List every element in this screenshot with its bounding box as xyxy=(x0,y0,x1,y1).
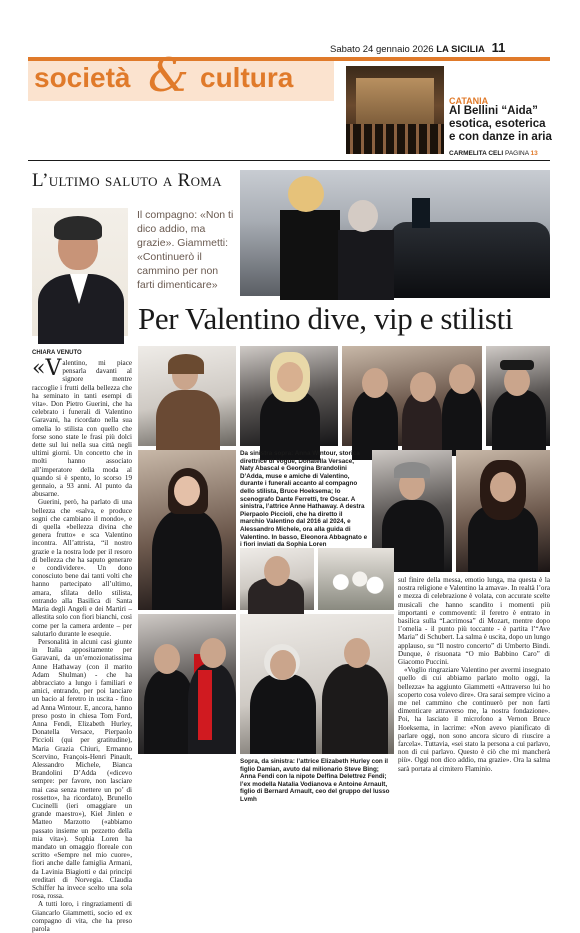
photo-caption-bottom xyxy=(240,758,396,810)
body-paragraph: Personalità in alcuni casi giunte in Italia appositamente per Garavani, da un’emozionatissima Anne Hathaway (con il marito Adam Shulman) - che ha abbracciato a lungo i familiari e amici, entrando, per poi lanciare un bacio al feretro in uscita - fino ad Anna Wintour. E, ancora, hanno preso posto in chiesa Tom Ford, Anna Fendi, Elizabeth Hurley, Donatella Versace, Pierpaolo Piccioli (qui per gratitudine), Maria Grazia Chiuri, Ermanno Scervino, François-Henri Pinault, Alessandro Michele, Bianca Brandolini D’Adda («dicevo sempre: per favore, non lasciare mai casa senza mettere un po’ di rossetto», ha ricordato), Brunello Cucinelli (ieri omaggiare un grande maestro»), Kiel Jinlen e Matteo Marzotto («abbiamo passato insieme un pezzetto della mia vita»). Sophia Loren ha mandato un omaggio floreale con scritto «Sempre nel mio cuore», fiori anche dalle famiglia Armani, da Lavinia Biagiotti e dai principi ereditari di Norvegia. Claudia Schiffer ha invece scelto una sola rosa, rossa. xyxy=(32,637,132,901)
caption-text: Da sinistra sopra: Anna Wintour, storica direttrice di Vogue, Donatella Versace, Naty Abascal e Georgina Brandolini D’Adda, muse e amiche di Valentino, durante i funerali accanto al compagno dello stilista, Bruce Hoeksema; lo scenografo Dante Ferretti, tre Oscar. A sinistra, l’attrice Anne Hathaway. A destra Pierpaolo Piccioli, che ha diretto il marchio Valentino dal 2016 al 2024, e Alessandro Michele, ora alla guida di Valentino. In basso, Eleonora Abbagnato e i fiori inviati da Sophia Loren xyxy=(240,450,368,549)
caption-bottom-text: Sopra, da sinistra: l’attrice Elizabeth Hurley con il figlio Damian, avuto dal milionario Steve Bing; Anna Fendi con la nipote Delfina Delettrez Fendi; l’ex modella Natalia Vodianova e Antoine Arnault, figlio di Bernard Arnault, ceo del gruppo del lusso Lvmh xyxy=(240,758,390,803)
photo-anna-fendi-delfina xyxy=(240,614,394,754)
teaser-page-label: PAGINA xyxy=(504,150,529,157)
photo-donatella-versace xyxy=(240,346,338,446)
article-pull-quote: Il compagno: «Non ti dico addio, ma grazie». Giammetti: «Continuerò il cammino per non farti dimenticare» xyxy=(137,209,234,291)
photo-funeral-arrival xyxy=(240,170,550,296)
article-kicker: L’ultimo saluto a Roma xyxy=(32,170,222,191)
photo-valentino-portrait xyxy=(32,208,128,336)
body-paragraph: sul finire della messa, emotio lunga, ma questa è la nostra religione e Valentino la amava». In realtà l’ora e mezza di celebrazione è volata, con accurate scelte musicali che hanno scandito i momenti più importanti e commoventi: il feretro è entrato in basilica sulla “Lacrimosa” di Mozart, mentre dopo l’omelia - il punto più toccante - è partita l’“Ave Maria” di Schubert. La salma è uscita, dopo un lungo applauso, su “Il nostro concerto” di Umberto Bindi. Dunque, è risuonata “O mio Babbino Caro” di Giacomo Puccini. xyxy=(398,576,550,667)
teaser-footer xyxy=(449,150,538,157)
section-title-right: cultura xyxy=(200,62,294,93)
section-ampersand: & xyxy=(148,48,189,102)
page-header xyxy=(330,40,505,55)
teaser-category: CATANIA xyxy=(449,96,489,106)
body-paragraph: alentino, mi piace pensarla davanti al signore mentre raccoglie i frutti della bellezza che ha seminato in tanti esempi di vita». Don Pietro Guerini, che ha celebrato i funerali di Valentino Garavani, ha ricordato nella sua omelia lo stilista con quello che forse sono state le frasi più dolci dette sul lui nella sua città negli ultimi giorni. Un concetto che in molti hanno associato all’imperatore della moda al quando si è spento, lo scorso 19 gennaio, a 93 anni. Al punto da abusarne. xyxy=(32,359,132,499)
body-paragraph: A tutti loro, i ringraziamenti di Giancarlo Giammetti, socio ed ex compagno di vita, che ha preso parola xyxy=(32,900,132,933)
photo-anna-wintour xyxy=(138,346,236,446)
article-headline: Per Valentino dive, vip e stilisti xyxy=(138,301,514,336)
photo-alessandro-michele xyxy=(456,450,550,572)
issue-date: Sabato 24 gennaio 2026 xyxy=(330,44,434,55)
article-byline: CHIARA VENUTO xyxy=(32,350,82,356)
teaser-author: CARMELITA CELI xyxy=(449,150,504,157)
photo-eleonora-abbagnato xyxy=(240,548,314,610)
page-number: 11 xyxy=(491,40,506,55)
photo-dante-ferretti xyxy=(486,346,550,446)
photo-sophia-loren-flowers xyxy=(318,548,394,610)
divider-rule xyxy=(28,160,550,161)
article-dropcap: «V xyxy=(32,356,62,381)
article-body-column-1 xyxy=(32,356,132,933)
section-title-left: società xyxy=(34,62,131,93)
body-paragraph: Guerini, però, ha parlato di una bellezza che «salva, e produce sogni che cambiano il mondo», e di quella «bellezza divina che genera frutto» e sca Valentino incontra. All’attrista, “il nostro grazie e la nostra lode per il resoro di bellezza che ha saputo generare e condividere». Un dono conosciuto bene dai tanti volti che hanno partecipato all’ultimo, amara, sfilata dello stilista, entrando alla Basilica di Santa Maria degli Angeli e dei Martiri – allestita solo con fiori bianchi, così come per la camera ardente – per salutarlo durante le esequie. xyxy=(32,498,132,638)
photo-naty-abascal-group xyxy=(342,346,482,446)
photo-anne-hathaway xyxy=(138,450,236,610)
article-body-column-right xyxy=(398,576,550,812)
publication-name: LA SICILIA xyxy=(436,44,485,55)
teaser-photo-opera-stage[interactable] xyxy=(346,66,444,154)
teaser-headline-link[interactable]: Al Bellini “Aida” esotica, esoterica e con danze in aria xyxy=(449,105,552,143)
body-paragraph: «Voglio ringraziare Valentino per avermi insegnato quello di cui abbiamo parlato molto oggi, la bellezza» ha aggiunto Giammetti «Attraverso lui ho scoperto cosa volevo dire». Ora sarai sempre vicino a me nel cammino che continuerò per non farti dimenticare attraverso me, la nostra fondazione». Poi, ha lasciato il microfono a Vernon Bruce Hoeksema, in lacrime: «Non avevo pianificato di parlare oggi, non sono ancora sicuro di riuscire a farcela». Tuttavia, «sei stato la persona a cui parlavo, non di cui parlavo. Questo è ciò che mi mancherà più». Oggi non dico addio, ma grazie». Ora la salma sarà portata al cimitero Flaminio. xyxy=(398,666,550,773)
teaser-page-ref: 13 xyxy=(530,150,538,157)
photo-elizabeth-hurley-damian xyxy=(138,614,236,754)
